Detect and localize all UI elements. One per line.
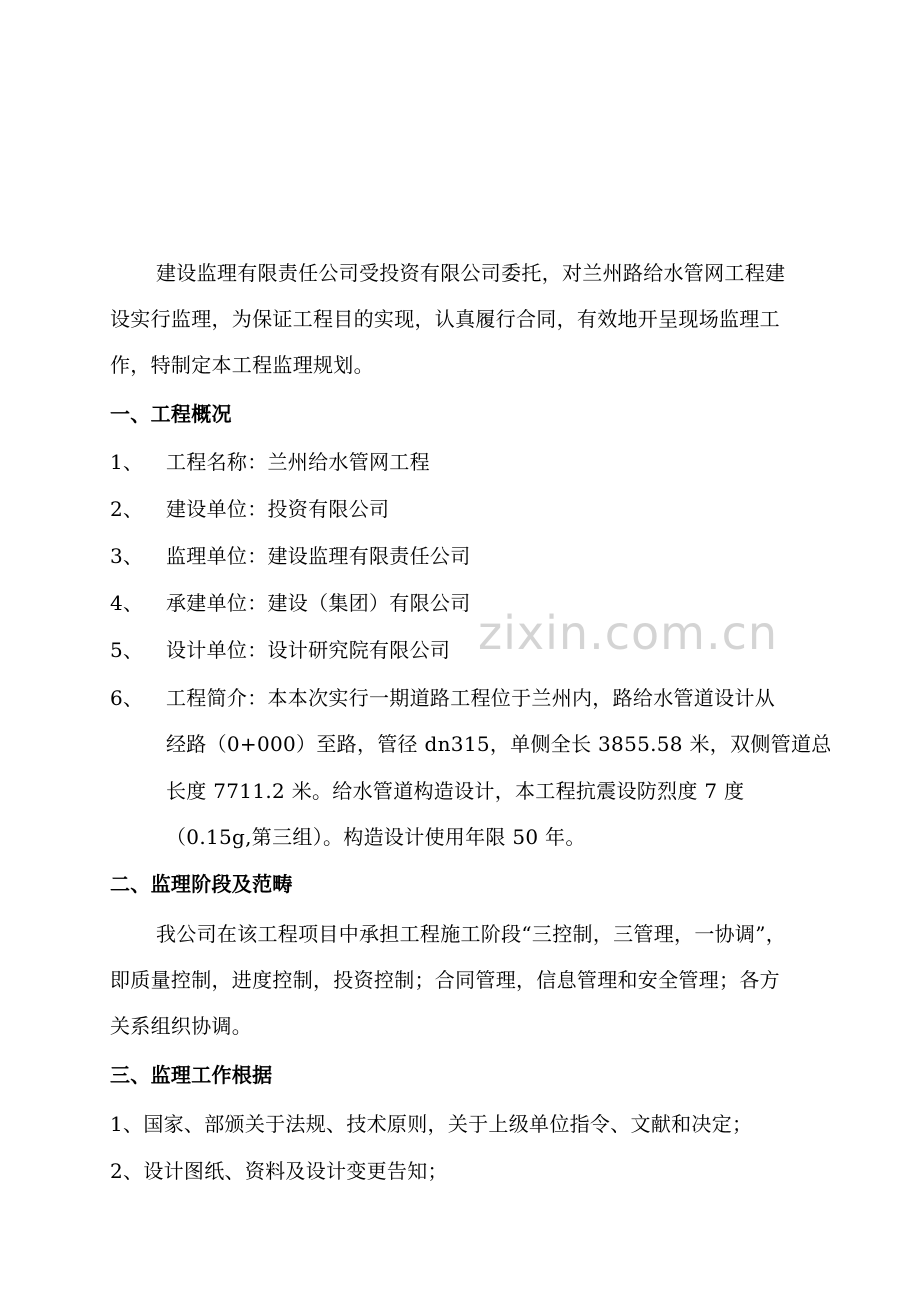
list-item-number: 6、 (110, 686, 144, 710)
list-item-text: 监理单位：建设监理有限责任公司 (166, 544, 471, 568)
intro-line-1: 建设监理有限责任公司受投资有限公司委托，对兰州路给水管网工程建 (156, 261, 786, 285)
list-item (110, 495, 389, 523)
list-item (110, 542, 471, 570)
intro-line-3: 作，特制定本工程监理规划。 (110, 353, 374, 377)
section2-line-1: 我公司在该工程项目中承担工程施工阶段“三控制，三管理，一协调”， (156, 922, 787, 946)
section2-heading: 二、监理阶段及范畴 (110, 872, 293, 896)
watermark: zixin.com.cn (478, 606, 779, 660)
item6-continuation-2: 长度 7711.2 米。给水管道构造设计，本工程抗震设防烈度 7 度 (166, 779, 745, 803)
item6-continuation-1: 经路（0+000）至路，管径 dn315，单侧全长 3855.58 米，双侧管道总 (166, 732, 832, 756)
section2-line-3: 关系组织协调。 (110, 1014, 253, 1038)
section2-line-2: 即质量控制，进度控制，投资控制；合同管理，信息管理和安全管理；各方 (110, 968, 780, 992)
list-item-text: 工程简介：本本次实行一期道路工程位于兰州内，路给水管道设计从 (166, 686, 775, 710)
list-item-number: 3、 (110, 544, 144, 568)
list-item (110, 589, 471, 617)
list-item-text: 建设单位：投资有限公司 (166, 497, 390, 521)
section3-line-2: 2、设计图纸、资料及设计变更告知； (110, 1159, 448, 1183)
list-item-number: 2、 (110, 497, 144, 521)
list-item (110, 636, 450, 664)
item6-continuation-3: （0.15g,第三组）。构造设计使用年限 50 年。 (166, 825, 586, 849)
section3-line-1: 1、国家、部颁关于法规、技术原则，关于上级单位指令、文献和决定； (110, 1112, 753, 1136)
list-item (110, 448, 430, 476)
list-item-text: 设计单位：设计研究院有限公司 (166, 638, 451, 662)
list-item-text: 承建单位：建设（集团）有限公司 (166, 591, 471, 615)
list-item (110, 684, 775, 712)
list-item-number: 1、 (110, 450, 144, 474)
intro-line-2: 设实行监理，为保证工程目的实现，认真履行合同，有效地开呈现场监理工 (110, 307, 780, 331)
list-item-text: 工程名称：兰州给水管网工程 (166, 450, 430, 474)
section3-heading: 三、监理工作根据 (110, 1063, 273, 1087)
list-item-number: 4、 (110, 591, 144, 615)
section1-heading: 一、工程概况 (110, 402, 232, 426)
list-item-number: 5、 (110, 638, 144, 662)
